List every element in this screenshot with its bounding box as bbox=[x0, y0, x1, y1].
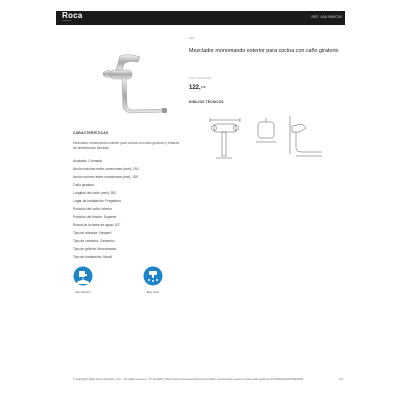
page-number: 1/2 bbox=[339, 377, 343, 381]
footer-copyright: © Copyright 2022. Roca Sanitario, S.A. - All rights reserved - 27.10.2022 | https://www.roca.es/productos/mezclador-monomando-exterior-cocina-caño-giratorio-5A7669C00/A5A7669C00 bbox=[73, 377, 303, 381]
price-integer: 122, bbox=[189, 85, 201, 91]
brand-logo: Roca bbox=[62, 11, 83, 20]
spec-item: Tipo de grifería: Monomando bbox=[73, 247, 117, 251]
spec-item: Ancho máximo entre conexiones (mm): 150 bbox=[73, 167, 139, 171]
spec-item: Posición del caño: Inferior bbox=[73, 207, 113, 211]
spec-item: Tipo de aireador: Neoperl bbox=[73, 231, 112, 235]
price-label: P.V.P. (IVA incluido) bbox=[189, 77, 212, 80]
technical-drawings-heading: DIBUJOS TÉCNICOS bbox=[189, 100, 224, 104]
spec-item: Lugar de Instalación: Fregadero bbox=[73, 199, 122, 203]
spec-item: Caño giratorio bbox=[73, 183, 95, 187]
limescale-icon bbox=[143, 266, 163, 286]
spec-item: Ancho mínimo entre conexiones (mm): 130 bbox=[73, 175, 138, 179]
technical-drawing-front bbox=[206, 114, 246, 160]
technical-drawing-top bbox=[252, 114, 280, 154]
product-line: L20 bbox=[189, 36, 195, 40]
technical-drawing-side bbox=[286, 114, 328, 160]
spec-item: Tipo de cartucho: Cerámico bbox=[73, 239, 115, 243]
price-currency: 07€ bbox=[200, 85, 206, 89]
feature-icon-label: Easy clean bbox=[146, 291, 160, 294]
features-description: Mezclador monomando exterior para cocina con caño giratorio y enlaces de alimentación flexibles bbox=[73, 141, 180, 151]
spec-item: Rosca de la toma de agua: 1/2" bbox=[73, 223, 121, 227]
product-reference: REF. A5A7669C00 bbox=[311, 15, 342, 19]
spec-item: Acabado: Cromado bbox=[73, 159, 103, 163]
product-image bbox=[86, 40, 186, 120]
spec-item: Tipo de Instalación: Mural bbox=[73, 255, 112, 259]
brand-logo-tagline: ━━━━━━━ bbox=[62, 20, 72, 22]
feature-icon-clean bbox=[143, 266, 163, 294]
features-heading: CARACTERÍSTICAS bbox=[73, 131, 109, 135]
header-bar bbox=[56, 11, 345, 25]
water-saving-icon bbox=[73, 266, 93, 286]
product-title: Mezclador monomando exterior para cocina con caño giratorio bbox=[189, 48, 339, 54]
feature-icon-label: Eco-cartucho bbox=[75, 291, 91, 294]
feature-icon-eco bbox=[73, 266, 93, 294]
spec-item: Longitud del caño (mm): 251 bbox=[73, 191, 117, 195]
spec-item: Posición del tirador: Superior bbox=[73, 215, 117, 219]
price-value bbox=[189, 85, 206, 91]
